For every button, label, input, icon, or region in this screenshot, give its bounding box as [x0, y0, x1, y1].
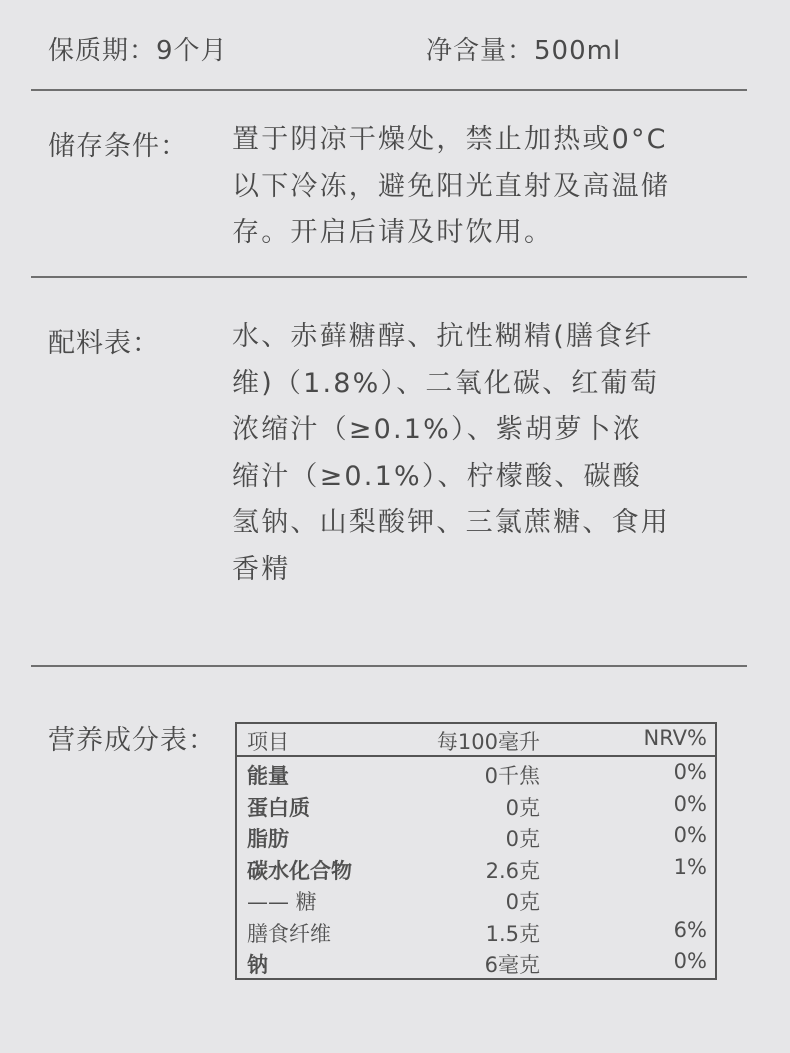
divider — [31, 665, 747, 667]
ingredients-text — [232, 314, 732, 593]
table-row — [237, 946, 715, 978]
ingredients-line: 香精 — [232, 553, 291, 585]
storage-label: 储存条件： — [48, 131, 188, 162]
ingredients-line: 氢钠、山梨酸钾、三氯蔗糖、食用 — [232, 507, 670, 538]
nutrient-nrv: 1% — [673, 854, 707, 879]
nutrient-name: 能量 — [247, 764, 289, 788]
divider — [31, 89, 747, 91]
header-per-100ml: 每100毫升 — [436, 730, 540, 754]
ingredients-line: 缩汁（≥0.1%）、柠檬酸、碳酸 — [232, 460, 642, 492]
storage-line: 置于阴凉干燥处，禁止加热或0°C — [232, 124, 668, 155]
top-info-row — [48, 24, 746, 70]
storage-line: 以下冷冻，避免阳光直射及高温储 — [232, 170, 670, 202]
ingredients-line: 水、赤藓糖醇、抗性糊精(膳食纤 — [232, 321, 654, 352]
nutrient-amount: 0克 — [505, 827, 540, 851]
nutrition-rows — [237, 757, 715, 978]
ingredients-line: 维)（1.8%）、二氧化碳、红葡萄 — [232, 367, 660, 399]
nutrient-nrv: 0% — [673, 949, 707, 973]
storage-text — [232, 117, 732, 257]
nutrient-amount: 0千焦 — [484, 764, 540, 788]
nutrient-amount: 0克 — [505, 890, 540, 914]
nutrient-name: 钠 — [247, 953, 268, 977]
storage-line: 存。开启后请及时饮用。 — [232, 217, 554, 248]
header-item: 项目 — [247, 730, 289, 754]
nutrition-table — [235, 722, 717, 980]
table-row — [237, 915, 715, 947]
nutrition-label: 营养成分表： — [48, 725, 216, 756]
nutrient-amount: 2.6克 — [485, 858, 540, 883]
nutrient-amount: 6毫克 — [484, 953, 540, 977]
nutrient-amount: 1.5克 — [485, 921, 540, 946]
nutrient-nrv: 6% — [673, 917, 707, 942]
nutrient-name: 脂肪 — [247, 827, 289, 851]
nutrient-nrv: 0% — [673, 791, 707, 816]
nutrient-name: 膳食纤维 — [247, 921, 331, 946]
nutrient-name: —— 糖 — [247, 890, 317, 914]
ingredients-line: 浓缩汁（≥0.1%）、紫胡萝卜浓 — [232, 414, 642, 445]
net-content: 净含量：500ml — [426, 36, 622, 66]
divider — [31, 276, 747, 278]
shelf-life: 保质期：9个月 — [48, 36, 228, 66]
nutrition-table-header — [237, 724, 715, 757]
table-row — [237, 789, 715, 821]
nutrient-name: 碳水化合物 — [247, 858, 352, 883]
table-row — [237, 820, 715, 852]
nutrient-nrv: 0% — [673, 760, 707, 784]
nutrient-nrv: 0% — [673, 823, 707, 847]
header-nrv: NRV% — [643, 726, 707, 750]
table-row — [237, 757, 715, 789]
nutrient-amount: 0克 — [505, 795, 540, 820]
ingredients-label: 配料表： — [48, 328, 160, 359]
nutrient-name: 蛋白质 — [247, 795, 310, 820]
table-row — [237, 852, 715, 884]
table-row — [237, 883, 715, 915]
